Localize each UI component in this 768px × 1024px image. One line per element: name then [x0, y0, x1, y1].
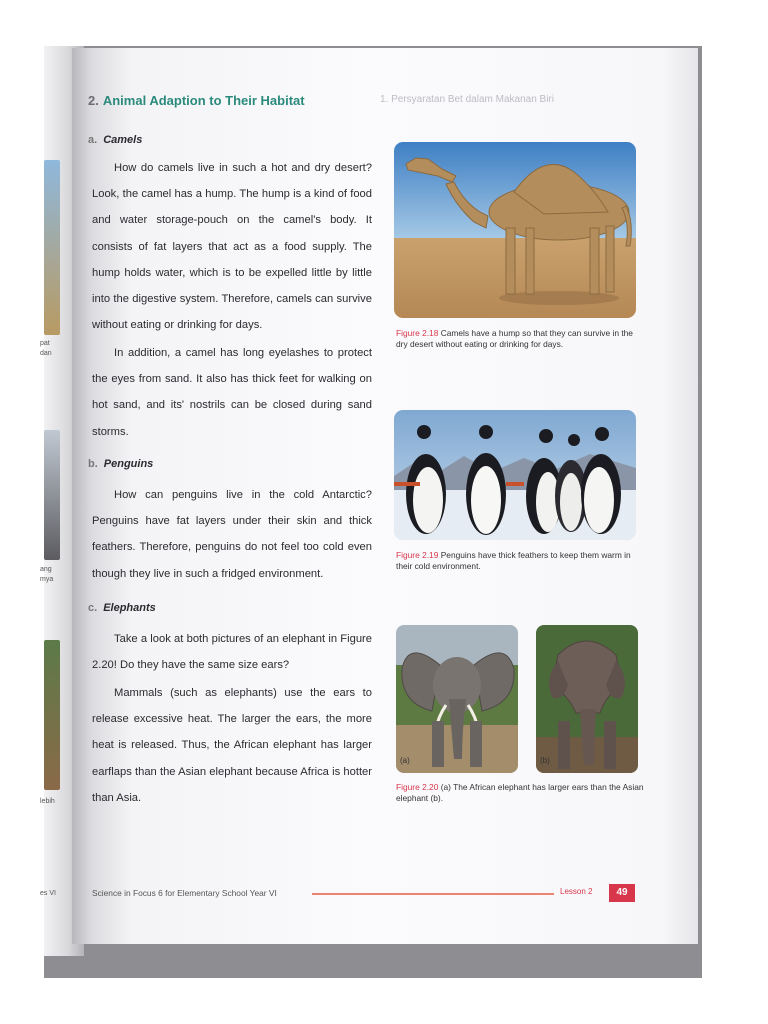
figure-caption-text: (a) The African elephant has larger ears than the Asian elephant (b).: [396, 782, 644, 803]
left-page-note: lebih: [40, 798, 55, 805]
subsection-heading-elephants: [88, 602, 156, 614]
penguins-photo: [394, 410, 636, 540]
figure-label: Figure 2.20: [396, 782, 439, 792]
paragraph: How do camels live in such a hot and dry desert? Look, the camel has a hump. The hump is a kind of food and water storage-pouch on the camel's body. It consists of fat layers that act as a food supply. The hump holds water, which is to be expelled little by little into the digestive system. Therefore, camels can survive without eating or drinking for days.: [92, 162, 372, 332]
subsection-letter: a.: [88, 134, 98, 146]
paragraph: Mammals (such as elephants) use the ears to release excessive heat. The larger the ears, the more heat is released. Thus, the African elephant has larger earflaps than the Asian elephant because Africa is hotter than Asia.: [92, 687, 372, 804]
figure-2-18-caption: [396, 328, 646, 350]
page-number: 49: [609, 884, 635, 902]
asian-elephant-photo: [536, 625, 638, 773]
subsection-heading-penguins: [88, 458, 153, 470]
left-page-note: es VI: [40, 890, 56, 897]
subsection-title: Penguins: [103, 458, 154, 470]
left-page-note: ang: [40, 566, 52, 573]
footer-book-title: Science in Focus 6 for Elementary School Year VI: [92, 888, 277, 898]
lesson-badge: Lesson 2: [560, 887, 593, 896]
subsection-letter: c.: [88, 602, 98, 614]
section-number: 2.: [88, 93, 99, 108]
subsection-heading-camels: [88, 134, 142, 146]
left-page-image-3: [44, 640, 60, 790]
left-page-note: mya: [40, 576, 54, 583]
paragraph: How can penguins live in the cold Antarctic? Penguins have fat layers under their skin and thick feathers. Therefore, penguins do not feel too cold even though they live in such a fridged environment.: [92, 489, 372, 580]
figure-label: Figure 2.19: [396, 550, 439, 560]
subsection-title: Elephants: [103, 602, 156, 614]
section-heading: [88, 93, 305, 108]
figure-sublabel-b: (b): [540, 756, 550, 765]
camel-photo: [394, 142, 636, 318]
paragraph: Take a look at both pictures of an elephant in Figure 2.20! Do they have the same size ears?: [92, 633, 372, 672]
african-elephant-photo: [396, 625, 518, 773]
figure-2-20-caption: [396, 782, 646, 804]
figure-label: Figure 2.18: [396, 328, 439, 338]
footer-rule: [312, 893, 554, 895]
left-page-image-1: [44, 160, 60, 335]
left-page-note: pat: [40, 340, 50, 347]
paragraph: In addition, a camel has long eyelashes to protect the eyes from sand. It also has thick feet for walking on hot sand, and its' nostrils can be closed during sand storms.: [92, 347, 372, 438]
subsection-letter: b.: [88, 458, 98, 470]
figure-caption-text: Penguins have thick feathers to keep them warm in their cold environment.: [396, 550, 631, 571]
figure-caption-text: Camels have a hump so that they can survive in the dry desert without eating or drinking for days.: [396, 328, 633, 349]
section-title: Animal Adaption to Their Habitat: [102, 93, 305, 108]
show-through-heading: 1. Persyaratan Bet dalam Makanan Biri: [380, 94, 554, 105]
figure-2-19-caption: [396, 550, 646, 572]
left-page-note: dan: [40, 350, 52, 357]
subsection-title: Camels: [103, 134, 143, 146]
left-page-image-2: [44, 430, 60, 560]
figure-sublabel-a: (a): [400, 756, 410, 765]
